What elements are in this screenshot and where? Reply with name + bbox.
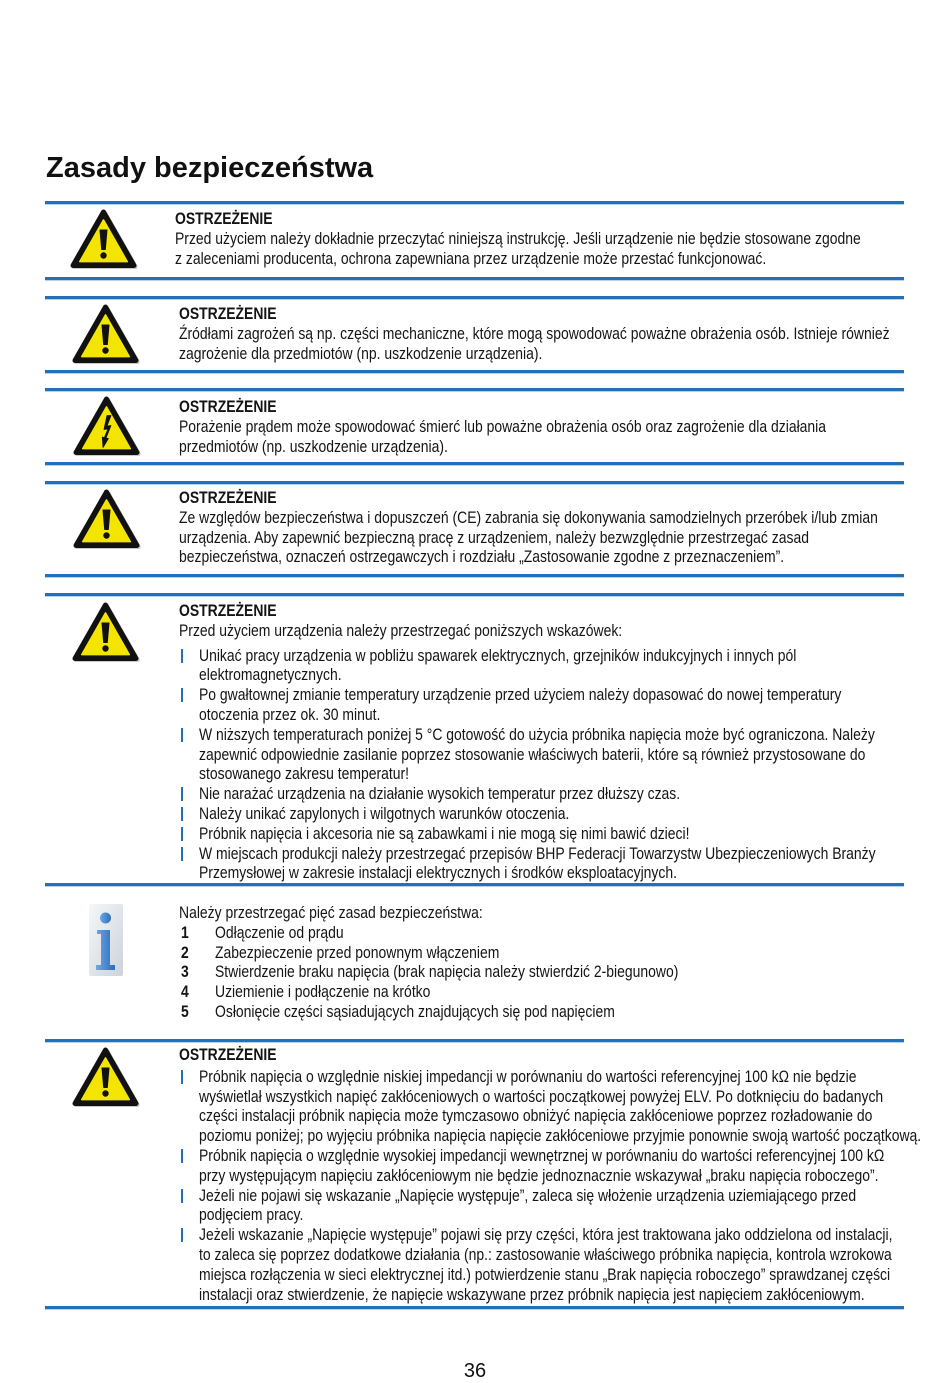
bullet-text-line: instalacji oraz stwierdzenie, że napięcie wskazywane przez próbnik napięcia jest napięciem zakłóceniowym. xyxy=(199,1284,865,1304)
safety-rule-text: Osłonięcie części sąsiadujących znajdujących się pod napięciem xyxy=(215,1001,615,1021)
warning-triangle-icon xyxy=(73,489,141,549)
bullet-marker xyxy=(181,1228,183,1242)
bullet-text-line: W miejscach produkcji należy przestrzegać przepisów BHP Federacji Towarzystw Ubezpieczeniowych Branży xyxy=(199,843,876,863)
bullet-marker xyxy=(181,847,183,861)
safety-rule-number: 4 xyxy=(181,982,189,1002)
warning-text-line: zagrożenie dla przedmiotów (np. uszkodzenie urządzenia). xyxy=(179,343,543,363)
warning-block xyxy=(175,209,905,268)
section-divider xyxy=(45,370,904,374)
warning-text-line: Ze względów bezpieczeństwa i dopuszczeń (CE) zabrania się dokonywania samodzielnych przeróbek i/lub zmian xyxy=(179,507,878,527)
warning-text-line: Porażenie prądem może spowodować śmierć lub poważne obrażenia osób oraz zagrożenie dla działania xyxy=(179,416,827,436)
warning-heading: OSTRZEŻENIE xyxy=(179,1045,277,1064)
safety-rule-text: Zabezpieczenie przed ponownym włączeniem xyxy=(215,942,500,962)
section-divider xyxy=(45,883,904,887)
bullet-text-line: Unikać pracy urządzenia w pobliżu spawarek elektrycznych, grzejników indukcyjnych i innych pól xyxy=(199,645,797,665)
bullet-text-line: Próbnik napięcia o względnie niskiej impedancji w porównaniu do wartości referencyjnej 100 kΩ nie będzie xyxy=(199,1066,857,1086)
bullet-text-line: otoczenia przez ok. 30 minut. xyxy=(199,704,381,724)
bullet-item xyxy=(179,784,909,804)
section-divider xyxy=(45,1039,904,1043)
bullet-marker xyxy=(181,688,183,702)
section-divider xyxy=(45,574,904,578)
safety-rule-item xyxy=(179,982,909,1002)
bullet-marker xyxy=(181,728,183,742)
electric-shock-warning-icon xyxy=(73,396,141,456)
warning-text-line: Przed użyciem należy dokładnie przeczytać niniejszą instrukcję. Jeśli urządzenie nie będzie stosowane zgodne xyxy=(175,228,861,248)
bullet-text-line: Przemysłowej w zakresie instalacji elektrycznych i środków eksploatacyjnych. xyxy=(199,863,678,883)
bullet-text-line: to zaleca się poprzez dodatkowe działania (np.: zastosowanie właściwego próbnika napięcia, kontrola wzrokowa xyxy=(199,1244,892,1264)
bullet-text-line: Jeżeli nie pojawi się wskazanie „Napięcie występuje”, zaleca się włożenie urządzenia uziemiającego przed xyxy=(199,1185,857,1205)
warning-text-line: z zaleceniami producenta, ochrona zapewniana przez urządzenie może przestać funkcjonować. xyxy=(175,248,767,268)
bullet-text-line: Należy unikać zapylonych i wilgotnych warunków otoczenia. xyxy=(199,803,570,823)
warning-block xyxy=(179,1045,922,1304)
page-number: 36 xyxy=(463,1360,487,1382)
info-block xyxy=(179,903,909,1022)
bullet-item xyxy=(179,725,909,784)
warning-heading: OSTRZEŻENIE xyxy=(179,488,277,507)
info-intro: Należy przestrzegać pięć zasad bezpieczeństwa: xyxy=(179,903,483,922)
bullet-text-line: elektromagnetycznych. xyxy=(199,665,342,685)
bullet-list xyxy=(179,646,909,884)
safety-rule-text: Odłączenie od prądu xyxy=(215,922,344,942)
warning-triangle-icon xyxy=(70,209,138,269)
section-divider xyxy=(45,201,904,205)
warning-block xyxy=(179,304,909,363)
warning-triangle-icon xyxy=(72,602,140,662)
safety-rule-item xyxy=(179,923,909,943)
warning-heading: OSTRZEŻENIE xyxy=(179,601,277,620)
bullet-text-line: podjęciem pracy. xyxy=(199,1205,304,1225)
safety-rule-text: Stwierdzenie braku napięcia (brak napięcia należy stwierdzić 2-biegunowo) xyxy=(215,962,679,982)
safety-rule-number: 3 xyxy=(181,962,189,982)
bullet-text-line: stosowanego zakresu temperatur! xyxy=(199,764,409,784)
bullet-text-line: W niższych temperaturach poniżej 5 °C gotowość do użycia próbnika napięcia może być ograniczona. Należy xyxy=(199,724,875,744)
warning-block xyxy=(179,601,909,883)
warning-text-line: przedmiotów (np. uszkodzenie urządzenia). xyxy=(179,436,448,456)
section-divider xyxy=(45,388,904,392)
bullet-text-line: części instalacji próbnik napięcia może tymczasowo obniżyć napięcia zakłóceniowe poprzez rozładowanie do xyxy=(199,1106,873,1126)
bullet-marker xyxy=(181,827,183,841)
section-divider xyxy=(45,1306,904,1310)
bullet-item xyxy=(179,1225,909,1304)
bullet-text-line: Po gwałtownej zmianie temperatury urządzenie przed użyciem należy dopasować do nowej temperatury xyxy=(199,685,842,705)
bullet-list xyxy=(179,1066,922,1305)
bullet-text-line: poziomu poniżej; po wyjęciu próbnika napięcia napięcie zakłóceniowe przyjmie ponownie swoją wartość początkową. xyxy=(199,1126,922,1146)
bullet-text-line: przy występującym napięciu zakłóceniowym nie będzie jednoznacznie wskazywał „braku napięcia roboczego”. xyxy=(199,1165,879,1185)
electric-warning-block xyxy=(179,397,909,456)
bullet-text-line: zapewnić odpowiednie zasilanie poprzez stosowanie właściwych baterii, które są również przystosowane do xyxy=(199,744,866,764)
warning-block xyxy=(179,488,909,567)
bullet-item xyxy=(179,844,909,884)
warning-text-line: Źródłami zagrożeń są np. części mechaniczne, które mogą spowodować poważne obrażenia osób. Istnieje również xyxy=(179,323,890,343)
bullet-text-line: Próbnik napięcia o względnie wysokiej impedancji wewnętrznej w porównaniu do wartości referencyjnej 100 kΩ xyxy=(199,1145,885,1165)
warning-text-line: bezpieczeństwa, oznaczeń ostrzegawczych i rozdziału „Zastosowanie zgodne z przeznaczeniem”. xyxy=(179,547,785,567)
bullet-item xyxy=(179,1066,922,1146)
warning-heading: OSTRZEŻENIE xyxy=(179,304,277,323)
bullet-text-line: Jeżeli wskazanie „Napięcie występuje” pojawi się przy części, która jest traktowana jako oddzielona od instalacji, xyxy=(199,1225,893,1245)
safety-rule-item xyxy=(179,962,909,982)
safety-rule-number: 1 xyxy=(181,922,189,942)
safety-rule-number: 5 xyxy=(181,1001,189,1021)
bullet-text-line: Próbnik napięcia i akcesoria nie są zabawkami i nie mogą się nimi bawić dzieci! xyxy=(199,823,690,843)
bullet-marker xyxy=(181,649,183,663)
warning-triangle-icon xyxy=(72,304,140,364)
bullet-item xyxy=(179,804,909,824)
section-divider xyxy=(45,296,904,300)
bullet-item xyxy=(179,1146,909,1186)
bullet-item xyxy=(179,1186,909,1226)
bullet-item xyxy=(179,685,909,725)
warning-text-line: urządzenia. Aby zapewnić bezpieczną pracę z urządzeniem, należy bezwzględnie przestrzegać zasad xyxy=(179,527,809,547)
warning-intro: Przed użyciem urządzenia należy przestrzegać poniższych wskazówek: xyxy=(179,620,623,640)
warning-triangle-icon xyxy=(72,1047,140,1107)
bullet-marker xyxy=(181,1189,183,1203)
page-title: Zasady bezpieczeństwa xyxy=(46,152,374,184)
bullet-marker xyxy=(181,1070,183,1084)
section-divider xyxy=(45,462,904,466)
section-divider xyxy=(45,481,904,485)
bullet-text-line: Nie narażać urządzenia na działanie wysokich temperatur przez dłuższy czas. xyxy=(199,784,681,804)
safety-rule-item xyxy=(179,943,909,963)
bullet-marker xyxy=(181,807,183,821)
warning-heading: OSTRZEŻENIE xyxy=(179,397,277,416)
bullet-marker xyxy=(181,787,183,801)
bullet-text-line: miejsca rozłączenia w sieci elektrycznej itd.) potwierdzenie stanu „Brak napięcia roboczego” sprawdzanej części xyxy=(199,1264,891,1284)
warning-heading: OSTRZEŻENIE xyxy=(175,209,273,228)
safety-rule-number: 2 xyxy=(181,942,189,962)
section-divider xyxy=(45,277,904,281)
info-icon xyxy=(88,903,124,977)
safety-rule-text: Uziemienie i podłączenie na krótko xyxy=(215,982,431,1002)
bullet-item xyxy=(179,824,909,844)
safety-rule-item xyxy=(179,1002,909,1022)
bullet-item xyxy=(179,646,909,686)
bullet-marker xyxy=(181,1149,183,1163)
bullet-text-line: wyświetlał wszystkich napięć zakłóceniowych o wartości początkowej powyżej ELV. Po dotknięciu do badanych xyxy=(199,1086,884,1106)
section-divider xyxy=(45,593,904,597)
